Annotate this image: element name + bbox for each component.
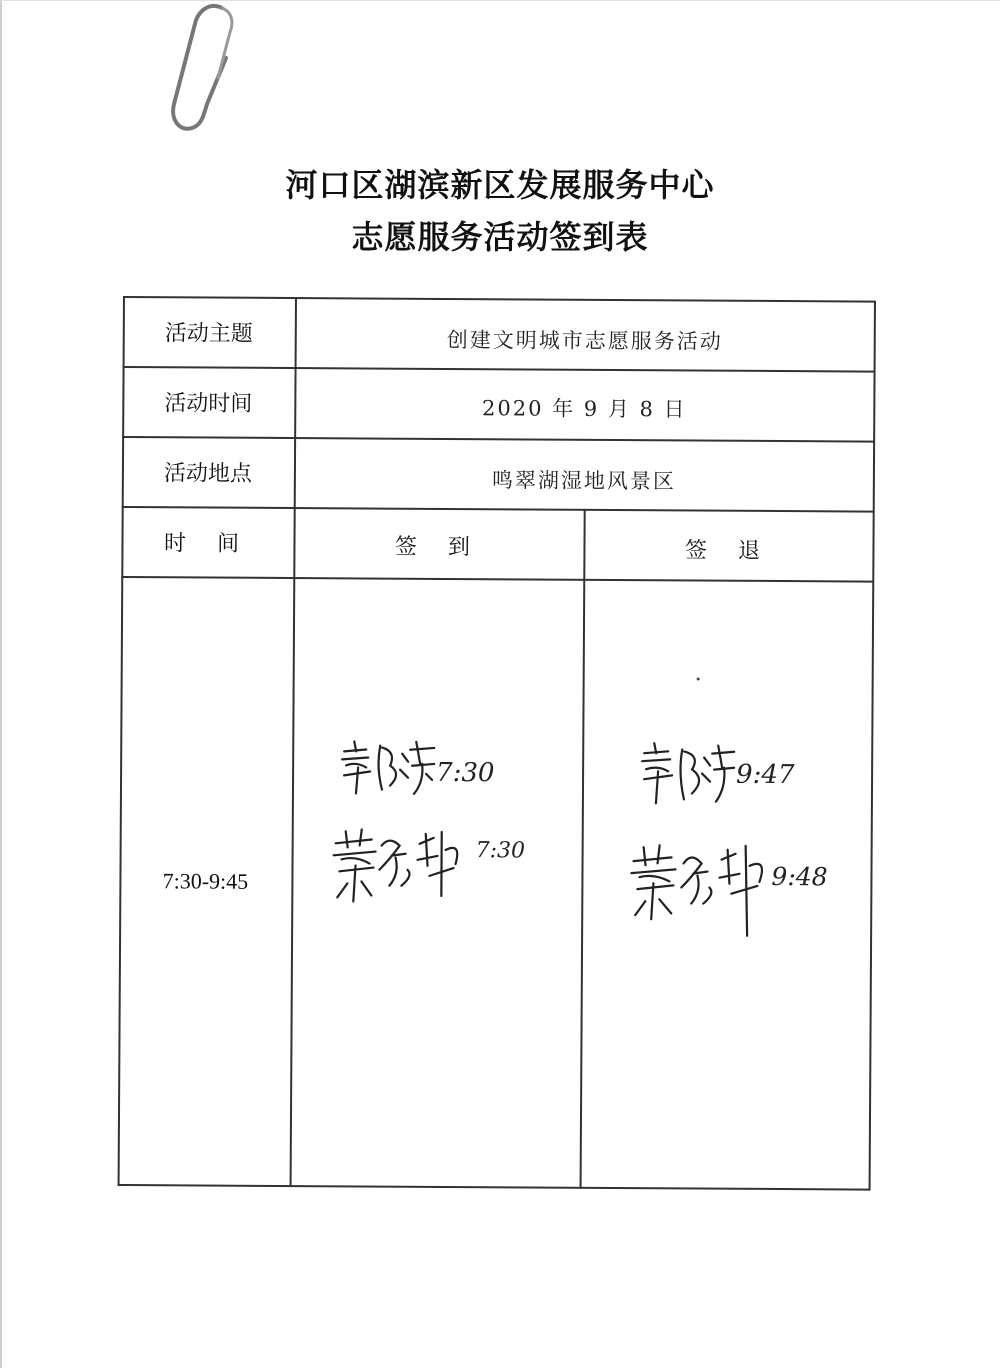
table-border-bottom xyxy=(118,1184,870,1190)
column-header-time: 时 间 xyxy=(163,531,252,557)
table-divider xyxy=(121,576,873,582)
table-divider xyxy=(580,509,586,1189)
sign-in-form xyxy=(118,296,875,1191)
sign-in-time: 7:30 xyxy=(436,757,495,789)
row-label-location: 活动地点 xyxy=(163,461,252,487)
table-divider xyxy=(290,297,297,1187)
column-header-sign-out: 签 退 xyxy=(684,538,773,564)
row-label-theme: 活动主题 xyxy=(164,321,253,347)
document-subtitle: 志愿服务活动签到表 xyxy=(351,218,649,256)
signature-image xyxy=(636,739,736,810)
table-border-top xyxy=(123,296,875,302)
signature-image xyxy=(627,839,778,940)
signature-image xyxy=(329,825,469,906)
table-border-right xyxy=(869,301,876,1191)
paperclip-icon xyxy=(160,0,250,140)
table-divider xyxy=(122,436,874,442)
table-divider xyxy=(122,506,874,512)
row-label-date: 活动时间 xyxy=(164,391,253,417)
row-value-date: 2020 年 9 月 8 日 xyxy=(481,396,687,422)
sign-out-time: 9:47 xyxy=(735,759,795,791)
document-title: 河口区湖滨新区发展服务中心 xyxy=(285,166,715,204)
sign-in-time: 7:30 xyxy=(475,838,526,864)
row-value-location: 鸣翠湖湿地风景区 xyxy=(491,468,676,494)
table-border-left xyxy=(118,296,125,1186)
row-value-theme: 创建文明城市志愿服务活动 xyxy=(446,327,723,354)
time-range: 7:30-9:45 xyxy=(162,868,249,894)
scan-speck xyxy=(697,678,700,681)
sign-out-time: 9:48 xyxy=(771,861,828,892)
table-divider xyxy=(123,366,875,372)
signature-image xyxy=(336,737,436,798)
column-header-sign-in: 签 到 xyxy=(394,534,483,561)
